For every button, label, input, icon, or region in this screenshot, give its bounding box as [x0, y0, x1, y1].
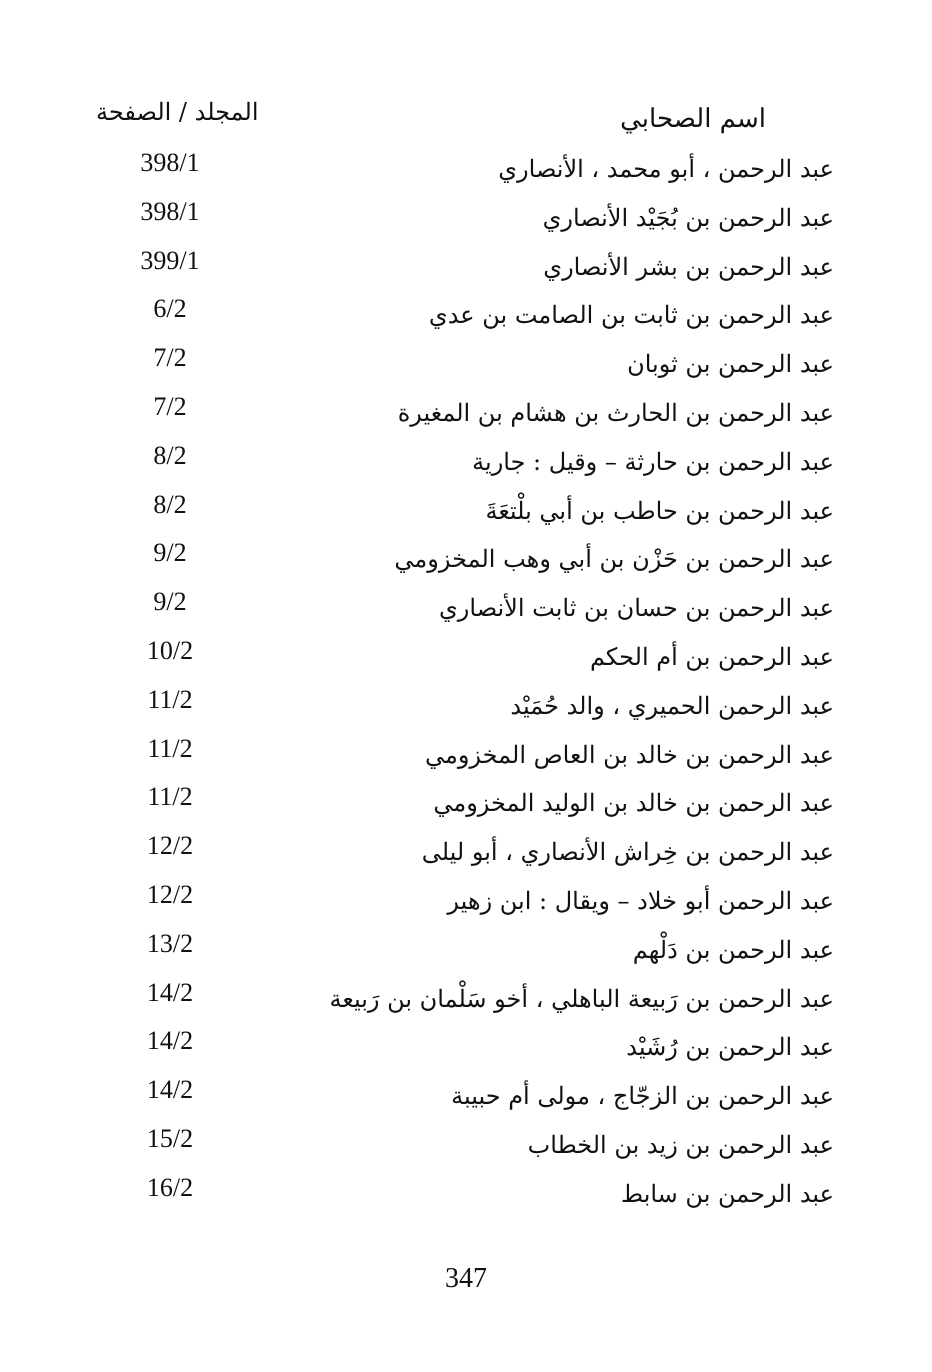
volume-page-ref: 12/2	[146, 831, 194, 861]
list-item	[90, 288, 840, 337]
page-number: 347	[445, 1263, 487, 1294]
volume-page-ref: 11/2	[147, 684, 193, 714]
companion-name: عبد الرحمن بن سابط	[620, 1179, 834, 1208]
list-item	[90, 240, 840, 289]
volume-page-ref: 11/2	[147, 733, 193, 763]
list-item	[90, 630, 840, 679]
companion-name: عبد الرحمن بن بُجَيْد الأنصاري	[542, 203, 834, 232]
list-item	[90, 1069, 840, 1118]
companion-name: عبد الرحمن بن بشر الأنصاري	[543, 252, 834, 281]
companion-name: عبد الرحمن بن حاطب بن أبي بلْتعَةَ	[485, 496, 834, 525]
companion-name: عبد الرحمن بن حَزْن بن أبي وهب المخزومي	[394, 545, 834, 574]
volume-page-ref: 14/2	[146, 1026, 194, 1056]
list-item	[90, 386, 840, 435]
companion-name: عبد الرحمن بن أم الحكم	[589, 642, 834, 671]
companion-name: عبد الرحمن بن حسان بن ثابت الأنصاري	[439, 594, 834, 623]
list-item	[90, 435, 840, 484]
companion-name: عبد الرحمن بن رُشَيْد	[626, 1033, 834, 1062]
companion-name: عبد الرحمن أبو خلاد – ويقال : ابن زهير	[447, 886, 834, 915]
column-header-volume-page: المجلد / الصفحة	[96, 98, 259, 126]
companion-name: عبد الرحمن بن الزجّاج ، مولى أم حبيبة	[451, 1082, 834, 1111]
volume-page-ref: 7/2	[153, 391, 187, 421]
list-item	[90, 874, 840, 923]
volume-page-ref: 15/2	[146, 1123, 194, 1153]
volume-page-ref: 398/1	[140, 196, 200, 226]
volume-page-ref: 11/2	[147, 782, 193, 812]
list-item	[90, 1020, 840, 1069]
list-item	[90, 142, 840, 191]
list-item	[90, 923, 840, 972]
list-item	[90, 484, 840, 533]
list-item	[90, 679, 840, 728]
volume-page-ref: 6/2	[153, 294, 187, 324]
companion-name: عبد الرحمن بن الحارث بن هشام بن المغيرة	[397, 398, 834, 427]
companion-name: عبد الرحمن بن خالد بن العاص المخزومي	[424, 740, 834, 769]
companion-name: عبد الرحمن بن حارثة – وقيل : جارية	[472, 447, 834, 476]
companion-name: عبد الرحمن ، أبو محمد ، الأنصاري	[498, 155, 834, 183]
list-item	[90, 191, 840, 240]
volume-page-ref: 8/2	[153, 440, 187, 470]
volume-page-ref: 13/2	[146, 928, 194, 958]
volume-page-ref: 8/2	[153, 489, 187, 519]
volume-page-ref: 398/1	[140, 148, 200, 177]
list-item	[90, 581, 840, 630]
companion-name: عبد الرحمن بن رَبيعة الباهلي ، أخو سَلْمان بن رَبيعة	[329, 984, 834, 1013]
volume-page-ref: 9/2	[153, 538, 187, 568]
companion-name: عبد الرحمن بن دَلْهم	[632, 935, 834, 964]
list-item	[90, 337, 840, 386]
volume-page-ref: 14/2	[146, 977, 194, 1007]
volume-page-ref: 399/1	[140, 245, 200, 275]
volume-page-ref: 14/2	[146, 1075, 194, 1105]
column-header-name: اسم الصحابي	[620, 104, 766, 134]
companion-name: عبد الرحمن بن خالد بن الوليد المخزومي	[433, 789, 834, 818]
table-header	[90, 96, 840, 136]
list-item	[90, 728, 840, 777]
list-item	[90, 972, 840, 1021]
list-item	[90, 776, 840, 825]
volume-page-ref: 16/2	[146, 1172, 194, 1202]
list-item	[90, 532, 840, 581]
volume-page-ref: 7/2	[153, 343, 187, 373]
list-item	[90, 1118, 840, 1167]
list-item	[90, 825, 840, 874]
list-item	[90, 1167, 840, 1216]
volume-page-ref: 12/2	[146, 879, 194, 909]
volume-page-ref: 10/2	[146, 635, 194, 665]
companion-name: عبد الرحمن بن زيد بن الخطاب	[527, 1130, 834, 1159]
companion-name: عبد الرحمن بن ثوبان	[627, 350, 834, 379]
companion-name: عبد الرحمن بن خِراش الأنصاري ، أبو ليلى	[421, 838, 834, 867]
volume-page-ref: 9/2	[153, 587, 187, 617]
companions-index-list	[90, 142, 840, 1216]
companion-name: عبد الرحمن بن ثابت بن الصامت بن عدي	[428, 301, 834, 330]
companion-name: عبد الرحمن الحميري ، والد حُمَيْد	[510, 691, 834, 720]
